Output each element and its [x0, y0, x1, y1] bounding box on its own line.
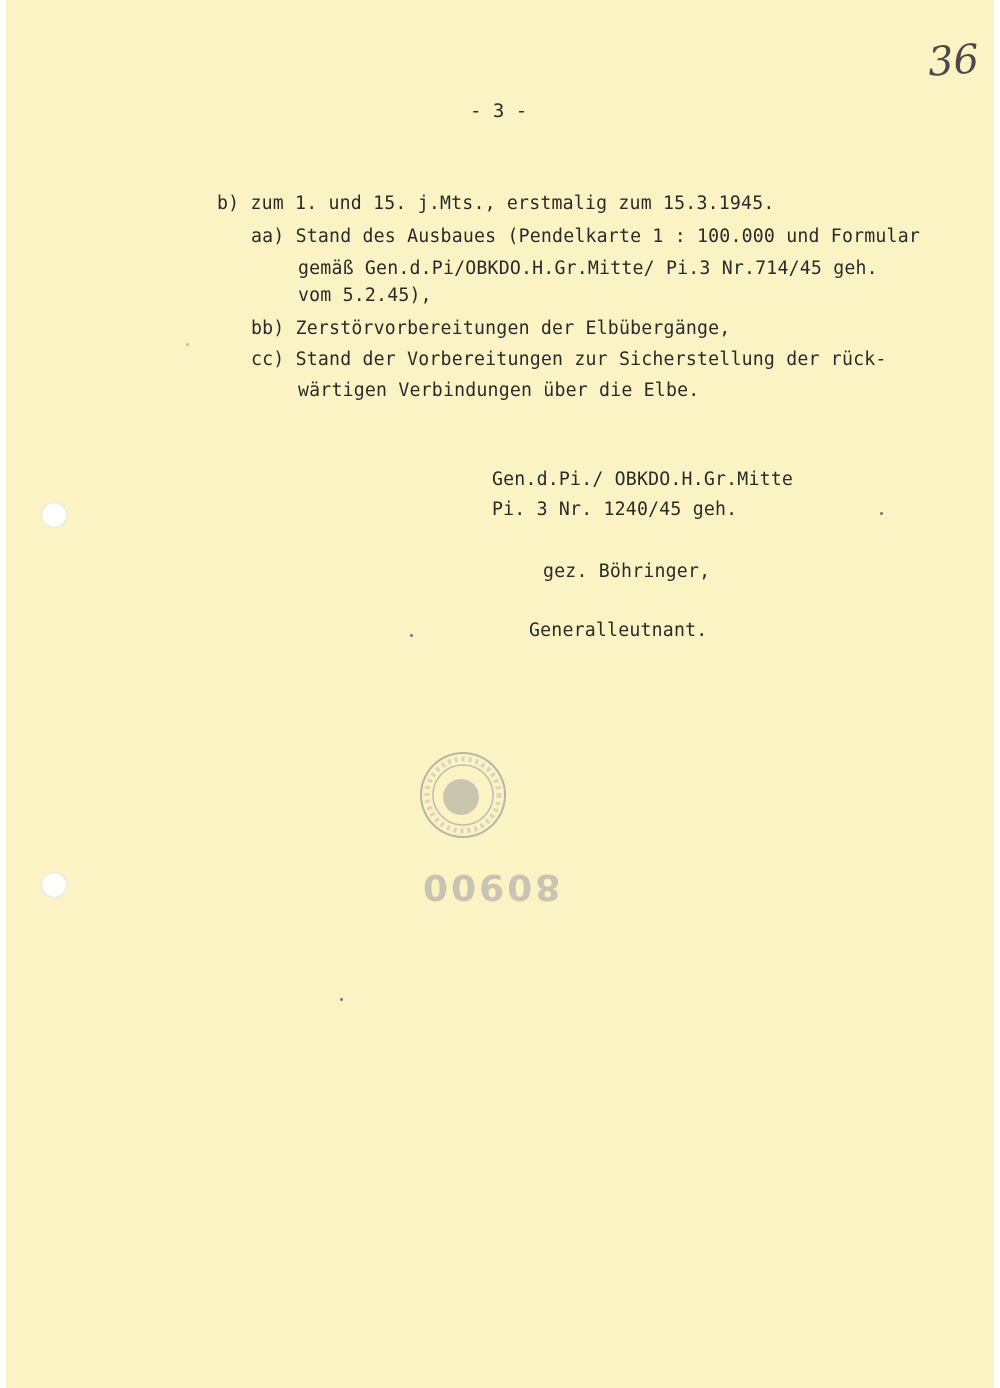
body-line-cc: cc) Stand der Vorbereitungen zur Sicherstellung der rück- — [251, 349, 887, 370]
paper-speck — [340, 998, 343, 1001]
paper-speck — [186, 343, 189, 346]
punch-hole-upper — [41, 502, 67, 528]
signature-signed: gez. Böhringer, — [543, 561, 711, 582]
body-line-aa-cont-1: gemäß Gen.d.Pi/OBKDO.H.Gr.Mitte/ Pi.3 Nr.714/45 geh. — [298, 258, 878, 279]
punch-hole-lower — [41, 872, 67, 898]
page-number: - 3 - — [470, 100, 528, 122]
body-line-bb: bb) Zerstörvorbereitungen der Elbübergänge, — [251, 318, 731, 339]
signature-rank: Generalleutnant. — [529, 620, 708, 641]
signature-office: Gen.d.Pi./ OBKDO.H.Gr.Mitte — [492, 469, 794, 490]
body-line-aa-cont-2: vom 5.2.45), — [298, 285, 432, 306]
archive-number-stamp: 80900 — [420, 866, 561, 907]
body-line-cc-cont: wärtigen Verbindungen über die Elbe. — [298, 380, 700, 401]
handwritten-folio-number: 36 — [926, 36, 981, 86]
body-line-aa: aa) Stand des Ausbaues (Pendelkarte 1 : 100.000 und Formular — [251, 226, 920, 247]
archive-stamp-icon — [416, 748, 510, 842]
signature-reference: Pi. 3 Nr. 1240/45 geh. — [492, 499, 738, 520]
page-edge-right — [994, 0, 1000, 1388]
paper-speck — [880, 512, 883, 515]
page-edge-left — [0, 0, 6, 1388]
paper-speck — [410, 634, 413, 637]
body-line-b: b) zum 1. und 15. j.Mts., erstmalig zum 15.3.1945. — [217, 193, 775, 214]
